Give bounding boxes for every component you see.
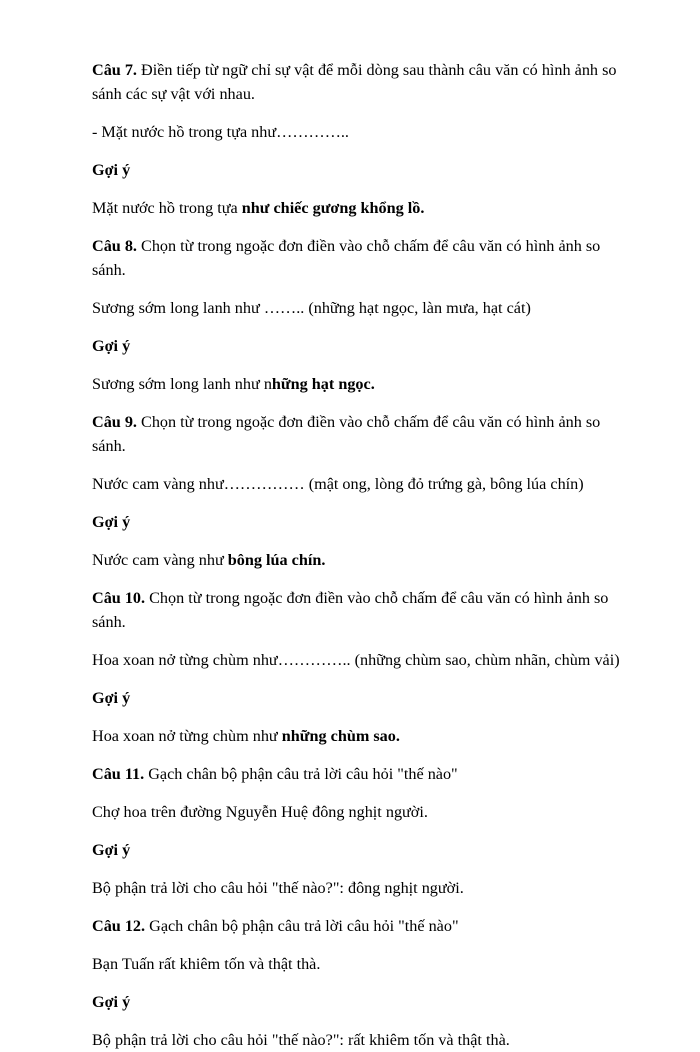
question-8-answer — [92, 372, 630, 396]
question-7-prompt: Điền tiếp từ ngữ chỉ sự vật để mỗi dòng sau thành câu văn có hình ảnh so sánh các sự vật với nhau. — [92, 61, 617, 103]
question-12-label: Câu 12. — [92, 917, 146, 935]
question-7-item: - Mặt nước hồ trong tựa như………….. — [92, 123, 349, 141]
question-11-hint: Gợi ý — [92, 841, 131, 859]
question-7-answer-bold: như chiếc gương khổng lồ. — [241, 199, 425, 217]
question-12-answer: Bộ phận trả lời cho câu hỏi "thế nào?": rất khiêm tốn và thật thà. — [92, 1031, 510, 1049]
question-12-item: Bạn Tuấn rất khiêm tốn và thật thà. — [92, 955, 321, 973]
question-9-answer-bold: bông lúa chín. — [227, 551, 326, 569]
question-9-answer-text: Nước cam vàng như — [92, 551, 228, 569]
question-10-label: Câu 10. — [92, 589, 146, 607]
question-7-answer — [92, 196, 630, 220]
question-10-hint: Gợi ý — [92, 689, 131, 707]
question-10-answer — [92, 724, 630, 748]
question-9 — [92, 410, 630, 458]
question-8 — [92, 234, 630, 282]
question-8-label: Câu 8. — [92, 237, 137, 255]
question-11-prompt: Gạch chân bộ phận câu trả lời câu hỏi "thế nào" — [144, 765, 458, 783]
question-12-hint: Gợi ý — [92, 993, 131, 1011]
question-12-prompt: Gạch chân bộ phận câu trả lời câu hỏi "thế nào" — [145, 917, 459, 935]
question-9-prompt: Chọn từ trong ngoặc đơn điền vào chỗ chấm để câu văn có hình ảnh so sánh. — [92, 413, 601, 455]
question-11-answer: Bộ phận trả lời cho câu hỏi "thế nào?": đông nghịt người. — [92, 879, 464, 897]
question-10-prompt: Chọn từ trong ngoặc đơn điền vào chỗ chấm để câu văn có hình ảnh so sánh. — [92, 589, 609, 631]
question-8-prompt: Chọn từ trong ngoặc đơn điền vào chỗ chấm để câu văn có hình ảnh so sánh. — [92, 237, 601, 279]
question-7-label: Câu 7. — [92, 61, 137, 79]
question-7 — [92, 58, 630, 106]
question-8-hint: Gợi ý — [92, 337, 131, 355]
question-10 — [92, 586, 630, 634]
question-11-label: Câu 11. — [92, 765, 145, 783]
question-11 — [92, 762, 630, 786]
question-9-item: Nước cam vàng như…………… (mật ong, lòng đỏ trứng gà, bông lúa chín) — [92, 475, 584, 493]
question-10-answer-text: Hoa xoan nở từng chùm như — [92, 727, 282, 745]
question-10-item: Hoa xoan nở từng chùm như………….. (những chùm sao, chùm nhãn, chùm vải) — [92, 651, 620, 669]
question-8-answer-text: Sương sớm long lanh như n — [92, 375, 272, 393]
question-8-item: Sương sớm long lanh như …….. (những hạt ngọc, làn mưa, hạt cát) — [92, 299, 531, 317]
question-7-answer-text: Mặt nước hồ trong tựa — [92, 199, 242, 217]
question-9-label: Câu 9. — [92, 413, 137, 431]
question-9-answer — [92, 548, 630, 572]
question-8-answer-bold: hững hạt ngọc. — [271, 375, 375, 393]
question-11-item: Chợ hoa trên đường Nguyễn Huệ đông nghịt người. — [92, 803, 428, 821]
question-10-answer-bold: những chùm sao. — [281, 727, 400, 745]
question-7-hint: Gợi ý — [92, 161, 131, 179]
question-12 — [92, 914, 630, 938]
question-9-hint: Gợi ý — [92, 513, 131, 531]
